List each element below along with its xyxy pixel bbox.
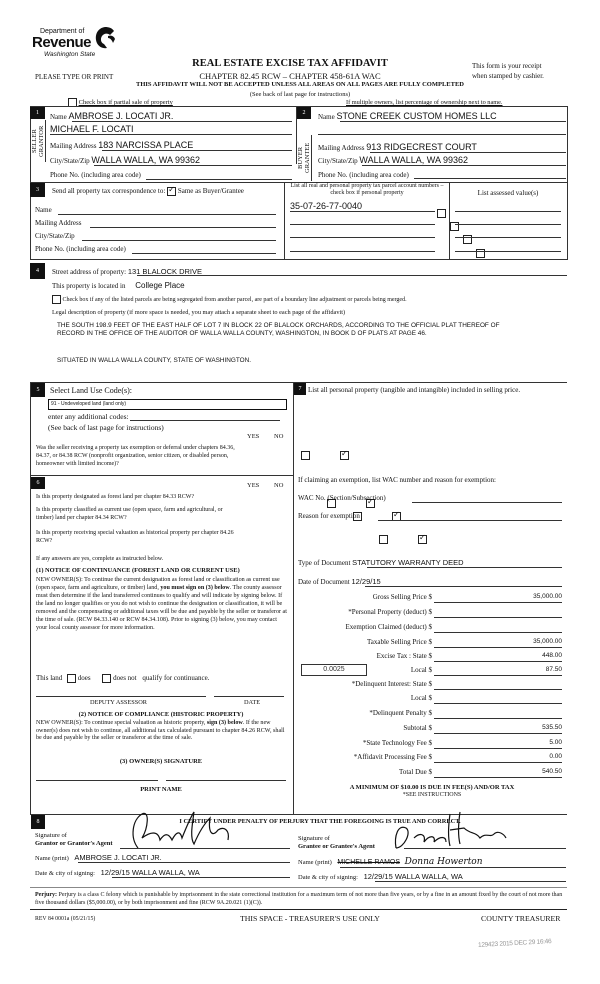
doc-type-line [367, 567, 562, 568]
partial-sale-label: Check box if partial sale of property [78, 98, 173, 106]
section-6-number: 6 [31, 477, 45, 489]
grantor-sig-label [35, 832, 113, 848]
segregated-row[interactable] [52, 295, 407, 304]
buyer-mailing[interactable]: 913 RIDGECREST COURT [366, 142, 477, 152]
fee-label-personal-property: *Personal Property (deduct) $ [348, 608, 432, 616]
receipt-stamp: 129423 2015 DEC 29 16:46 [477, 938, 552, 949]
land-use-see-back: (See back of last page for instructions) [48, 423, 164, 432]
grantee-name-row[interactable] [298, 857, 483, 867]
minimum-due-note: A MINIMUM OF $10.00 IS DUE IN FEE(S) AND/OR TAX [349, 784, 515, 791]
notice-continuance-bold: you must sign on (3) below [160, 585, 230, 591]
corr-city-label: City/State/Zip [35, 232, 75, 240]
historic-yes-checkbox[interactable] [379, 535, 388, 544]
grantee-sig-line [404, 848, 566, 849]
exemption-intro: If claiming an exemption, list WAC number and reason for exemption: [298, 476, 496, 484]
section-3-number: 3 [30, 183, 45, 197]
additional-codes-field[interactable] [130, 420, 280, 421]
fee-value-taxable[interactable]: 35,000.00 [434, 638, 562, 648]
historic-no-checkbox[interactable] [418, 535, 427, 544]
personal-property-title: List all personal property (tangible and intangible) included in selling price. [308, 386, 521, 394]
buyer-name-label: Name [318, 113, 335, 121]
send-correspondence-label: Send all property tax correspondence to: [52, 187, 166, 196]
dor-swirl-icon [94, 26, 116, 50]
buyer-name-row[interactable] [318, 111, 497, 121]
reason-label: Reason for exemption [298, 512, 360, 520]
notice-continuance-text-b: . The county assessor must then determine if the land transferred continues to qualify and will indicate by signing below. If the land no longer qualifies or you do not wish to continue the designation or classification, it will be removed and the compensating or additional taxes will be due and payable by the seller or transferor at the time of sale. (RCW 84.33.140 or RCW 84.34.108). Prior to signing (3) below, you may contact your local county assessor for more information. [36, 585, 287, 631]
send-correspondence-row[interactable] [52, 187, 244, 196]
parcel-number-1[interactable]: 35-07-26-77-0040 [290, 201, 363, 211]
seller-city[interactable]: WALLA WALLA, WA 99362 [91, 155, 200, 165]
assessed-line-4[interactable] [455, 251, 561, 252]
s5-yes-checkbox[interactable] [301, 451, 310, 460]
legal-situated[interactable]: SITUATED IN WALLA WALLA COUNTY, STATE OF WASHINGTON. [57, 357, 251, 364]
current-use-question: Is this property classified as current use (open space, farm and agricultural, or timber) land per chapter 84.34 RCW? [36, 507, 223, 521]
doc-date-value[interactable]: 12/29/15 [351, 577, 381, 586]
grantee-date-value[interactable]: 12/29/15 WALLA WALLA, WA [363, 872, 463, 881]
local-rate-box[interactable]: 0.0025 [301, 664, 367, 676]
doc-type-label: Type of Document [298, 559, 351, 567]
logo-top: Department of [40, 28, 85, 35]
s6-yes-header: YES [247, 482, 260, 489]
section-7-number: 7 [294, 383, 306, 395]
deputy-date-line[interactable] [214, 696, 284, 697]
section-4-number: 4 [30, 263, 45, 279]
see-instructions-note: *SEE INSTRUCTIONS [402, 792, 462, 798]
multiple-owners-note: If multiple owners, list percentage of ownership next to name. [346, 99, 503, 106]
county-treasurer-label: COUNTY TREASURER [481, 914, 561, 923]
seller-city-row[interactable] [50, 155, 200, 165]
located-row [52, 281, 185, 290]
seller-phone-field[interactable] [146, 179, 292, 180]
dor-logo [30, 22, 110, 62]
parcel-header: List all real and personal property tax parcel account numbers – check box if personal property [290, 183, 444, 196]
buyer-city-line [362, 165, 566, 166]
assessed-header: List assessed value(s) [477, 189, 539, 197]
notice-compliance-bold: sign (3) below [206, 720, 243, 726]
same-as-buyer-checkbox[interactable] [167, 187, 176, 196]
buyer-name-1[interactable]: STONE CREEK CUSTOM HOMES LLC [336, 111, 497, 121]
seller-phone-label: Phone No. (including area code) [50, 171, 141, 179]
doc-date-line [365, 586, 562, 587]
treasurer-use-label: THIS SPACE - TREASURER'S USE ONLY [240, 914, 380, 923]
owner-signature-label: (3) OWNER(S) SIGNATURE [119, 758, 203, 765]
grantee-sig-label [298, 835, 375, 851]
section-8-number: 8 [31, 815, 45, 829]
fee-label-gross: Gross Selling Price $ [372, 593, 432, 601]
fee-value-exemption[interactable] [434, 623, 562, 633]
corr-name-field[interactable] [58, 214, 276, 215]
corr-phone-label: Phone No. (including area code) [35, 245, 126, 253]
buyer-city-label: City/State/Zip [318, 157, 358, 165]
s5-no-header: NO [274, 433, 284, 440]
footer-rule [30, 909, 567, 910]
fee-value-delinquent-local[interactable] [434, 694, 562, 704]
buyer-city-row[interactable] [318, 155, 468, 165]
historic-question: Is this property receiving special valuation as historical property per chapter 84.26 RCW? [36, 530, 234, 544]
parcel-line-1 [290, 211, 435, 212]
doc-type-row[interactable] [298, 558, 464, 567]
assessed-line-3[interactable] [455, 237, 561, 238]
land-use-code-select[interactable]: 91 - Undeveloped land (land only) [48, 399, 287, 410]
forest-land-question: Is this property designated as forest land per chapter 84.33 RCW? [36, 494, 195, 500]
corr-name-label: Name [35, 206, 52, 214]
fee-label-taxable: Taxable Selling Price $ [366, 638, 432, 646]
fee-value-processing[interactable]: 0.00 [434, 753, 562, 763]
grantee-date-row[interactable] [298, 872, 463, 881]
assessed-line-1[interactable] [455, 211, 561, 212]
does-checkbox[interactable] [67, 674, 76, 683]
seller-mailing[interactable]: 183 NARCISSA PLACE [98, 140, 194, 150]
buyer-phone-field[interactable] [414, 178, 566, 179]
notice-compliance-body [36, 720, 289, 743]
same-as-buyer-label: Same as Buyer/Grantee [177, 187, 244, 196]
certify-statement: I CERTIFY UNDER PENALTY OF PERJURY THAT THE FOREGOING IS TRUE AND CORRECT. [179, 818, 461, 825]
corr-mailing-label: Mailing Address [35, 219, 82, 227]
grantor-sig-label-2: Grantor or Grantor's Agent [35, 840, 113, 847]
section-5-number: 5 [31, 383, 45, 397]
personal-property-checkbox-1[interactable] [437, 209, 446, 218]
buyer-city[interactable]: WALLA WALLA, WA 99362 [359, 155, 468, 165]
fee-label-exemption: Exemption Claimed (deduct) $ [345, 623, 432, 631]
parcel-line-2[interactable] [290, 224, 435, 225]
section-3-divider-b [449, 182, 450, 259]
section-5-6-left-border [30, 382, 31, 814]
fee-label-delinquent-penalty: *Delinquent Penalty $ [369, 709, 432, 717]
logo-main: Revenue [32, 34, 92, 51]
print-name-label: PRINT NAME [140, 786, 182, 793]
reason-field[interactable] [378, 520, 562, 521]
notice-continuance-body [36, 576, 289, 632]
legal-description[interactable]: THE SOUTH 198.9 FEET OF THE EAST HALF OF LOT 7 IN BLOCK 22 OF BLALOCK ORCHARDS, ACCORDING TO THE OFFICIAL PLAT THEREOF OF RECORD IN THE OFFICE OF THE AUDITOR OF WALLA WALLA COUNTY, WASHINGTON, IN BOOK D OF PLATS AT PAGE 46. [57, 322, 500, 337]
corr-city-field[interactable] [82, 240, 276, 241]
s6-no-header: NO [274, 482, 284, 489]
perjury-text: Perjury is a class C felony which is punishable by imprisonment in the state correctional institution for a maximum term of not more than five years, or by a fine in an amount fixed by the court of not more than five thousand dollars ($5,000.00), or by both imprisonment and fine (RCW 9A.20.021 (1)(C)). [35, 892, 563, 906]
section-8-bottom-border [30, 887, 567, 888]
seller-name-line [72, 121, 292, 122]
section-1-number: 1 [30, 107, 45, 119]
if-yes-instructions: If any answers are yes, complete as instructed below. [36, 556, 164, 562]
grantee-sig-label-1: Signature of [298, 835, 330, 842]
form-title: REAL ESTATE EXCISE TAX AFFIDAVIT [192, 58, 388, 69]
fee-value-excise-local[interactable]: 87.50 [434, 666, 562, 676]
segregated-label: Check box if any of the listed parcels are being segregated from another parcel, are part of a boundary line adjustment or parcels being merged. [62, 296, 407, 303]
fee-value-personal-property[interactable] [434, 608, 562, 618]
grantor-name-line [78, 862, 290, 863]
grantor-sig-line [120, 848, 290, 849]
seller-name-2[interactable]: MICHAEL F. LOCATI [50, 124, 134, 134]
parcel-line-4[interactable] [290, 251, 435, 252]
grantee-sig-label-2: Grantee or Grantee's Agent [298, 843, 375, 850]
grantor-date-row[interactable] [35, 868, 200, 877]
qualify-label: qualify for continuance. [142, 674, 210, 683]
notice-continuance-title: (1) NOTICE OF CONTINUANCE (FOREST LAND OR CURRENT USE) [36, 567, 240, 574]
notice-continuance-text-a: NEW OWNER(S): To continue the current designation as forest land or classification as current use (open space, farm and agriculture, or timber) land, [36, 577, 280, 591]
grantor-date-value[interactable]: 12/29/15 WALLA WALLA, WA [100, 868, 200, 877]
fee-value-gross[interactable]: 35,000.00 [434, 593, 562, 603]
owner-signature-line-1[interactable] [36, 780, 158, 781]
doc-date-label: Date of Document [298, 578, 350, 586]
seller-mailing-label: Mailing Address [50, 142, 97, 150]
please-type: PLEASE TYPE OR PRINT [35, 73, 114, 81]
deputy-date-label: DATE [244, 699, 261, 706]
s5-no-checkbox[interactable] [340, 451, 349, 460]
fee-label-delinquent-local: Local $ [410, 694, 432, 702]
grantee-name-line [340, 867, 566, 868]
perjury-bold: Perjury: [35, 892, 57, 898]
owner-signature-line-2[interactable] [166, 780, 286, 781]
seller-city-line [94, 165, 292, 166]
street-line [137, 275, 567, 276]
fee-value-delinquent-state[interactable] [434, 680, 562, 690]
grantee-date-label: Date & city of signing: [298, 874, 358, 881]
grantee-name-struck: MICHELLE RAMOS [337, 859, 401, 866]
fee-label-technology: *State Technology Fee $ [362, 739, 432, 747]
street-address-label: Street address of property: [52, 268, 127, 276]
fee-value-technology[interactable]: 5.00 [434, 739, 562, 749]
legal-label: Legal description of property (if more space is needed, you may attach a separate sheet to each page of the affidavit) [52, 309, 346, 316]
section-5-7-divider [293, 382, 294, 814]
does-label: does [77, 674, 91, 683]
fee-value-delinquent-penalty[interactable] [434, 709, 562, 719]
fee-value-total[interactable]: 540.50 [434, 768, 562, 778]
grantee-name-handwritten[interactable]: Donna Howerton [404, 857, 483, 867]
fee-value-subtotal[interactable]: 535.50 [434, 724, 562, 734]
fee-label-excise-state: Excise Tax : State $ [376, 652, 432, 660]
form-chapter: CHAPTER 82.45 RCW – CHAPTER 458-61A WAC [199, 71, 381, 81]
fee-label-total: Total Due $ [399, 768, 432, 776]
deputy-assessor-sig-line[interactable] [36, 696, 206, 697]
section-3-divider-a [284, 182, 285, 259]
does-not-checkbox[interactable] [102, 674, 111, 683]
warning-text: THIS AFFIDAVIT WILL NOT BE ACCEPTED UNLESS ALL AREAS ON ALL PAGES ARE FULLY COMPLETED [136, 81, 464, 88]
buyer-side-label: BUYER GRANTEE [297, 135, 312, 181]
land-use-title: Select Land Use Code(s): [50, 386, 132, 395]
grantee-name-label: Name (print) [298, 859, 332, 866]
does-not-label: does not [113, 674, 137, 683]
located-label: This property is located in [52, 282, 126, 290]
notice-compliance-text-b: . If the new owner(s) does not wish to continue, all additional tax calculated pursuant to chapter 84.26 RCW, shall be due and payable by the seller or transferor at the time of sale. [36, 720, 285, 741]
seller-mailing-line [102, 150, 292, 151]
buyer-name-line [340, 121, 566, 122]
buyer-mailing-label: Mailing Address [318, 144, 365, 152]
buyer-name2-line[interactable] [318, 134, 566, 135]
section-2-number: 2 [297, 107, 311, 119]
parcel-line-3[interactable] [290, 237, 435, 238]
seller-city-label: City/State/Zip [50, 157, 90, 165]
deputy-assessor-label: DEPUTY ASSESSOR [90, 699, 147, 706]
fee-label-excise-local: Local $ [410, 666, 432, 674]
receipt-note-1: This form is your receipt [472, 62, 542, 70]
corr-phone-field[interactable] [132, 253, 276, 254]
fee-value-excise-state[interactable]: 448.00 [434, 652, 562, 662]
grantor-date-line [112, 877, 290, 878]
receipt-note-2: when stamped by cashier. [472, 72, 544, 80]
seller-name-1[interactable]: AMBROSE J. LOCATI JR. [68, 111, 174, 121]
grantee-date-line [375, 881, 566, 882]
segregated-checkbox[interactable] [52, 295, 61, 304]
notice-compliance-text-a: NEW OWNER(S): To continue special valuation as historic property, [36, 720, 207, 726]
logo-sub: Washington State [44, 51, 96, 58]
wac-field[interactable] [412, 502, 562, 503]
grantor-signature[interactable] [120, 808, 280, 850]
buyer-mailing-row[interactable] [318, 142, 477, 152]
seller-side-label: SELLER GRANTOR [31, 120, 46, 162]
s5-yes-header: YES [247, 433, 260, 440]
seller-name-row[interactable] [50, 111, 286, 121]
wac-label: WAC No. (Section/Subsection) [298, 494, 386, 502]
exemption-question: Was the seller receiving a property tax exemption or deferral under chapters 84.36, 84.37, or 84.38 RCW (nonprofit organization, senior citizen, or disabled person, homeowner with limited income)? [36, 445, 235, 467]
fee-label-delinquent-state: *Delinquent Interest: State $ [351, 680, 432, 688]
this-land-label: This land [36, 674, 63, 683]
grantor-name-value[interactable]: AMBROSE J. LOCATI JR. [74, 853, 162, 862]
continuance-row [36, 674, 209, 683]
fee-label-processing: *Affidavit Processing Fee $ [353, 753, 432, 761]
corr-mailing-field[interactable] [90, 227, 276, 228]
additional-codes-label: enter any additional codes: [48, 412, 129, 421]
seller-name2-line [50, 134, 292, 135]
grantor-sig-label-1: Signature of [35, 832, 67, 839]
grantee-signature[interactable] [390, 808, 560, 852]
doc-type-value[interactable]: STATUTORY WARRANTY DEED [352, 558, 464, 567]
assessed-line-2[interactable] [455, 224, 561, 225]
perjury-notice [35, 891, 565, 907]
fee-label-subtotal: Subtotal $ [403, 724, 432, 732]
seller-mailing-row[interactable] [50, 140, 193, 150]
grantor-name-row[interactable] [35, 853, 162, 862]
rev-number: REV 84 0001a (05/21/15) [35, 916, 96, 922]
street-address[interactable]: 131 BLALOCK DRIVE [127, 267, 203, 276]
located-city[interactable]: College Place [135, 281, 185, 290]
grantor-name-label: Name (print) [35, 855, 69, 862]
notice-compliance-title: (2) NOTICE OF COMPLIANCE (HISTORIC PROPERTY) [78, 711, 244, 718]
section-5-6-separator [30, 475, 294, 476]
buyer-phone-label: Phone No. (including area code) [318, 171, 409, 179]
grantor-date-label: Date & city of signing: [35, 870, 95, 877]
doc-date-row[interactable] [298, 577, 381, 586]
buyer-mailing-line [370, 152, 566, 153]
see-back-text: (See back of last page for instructions) [249, 91, 351, 98]
seller-name-label: Name [50, 113, 67, 121]
